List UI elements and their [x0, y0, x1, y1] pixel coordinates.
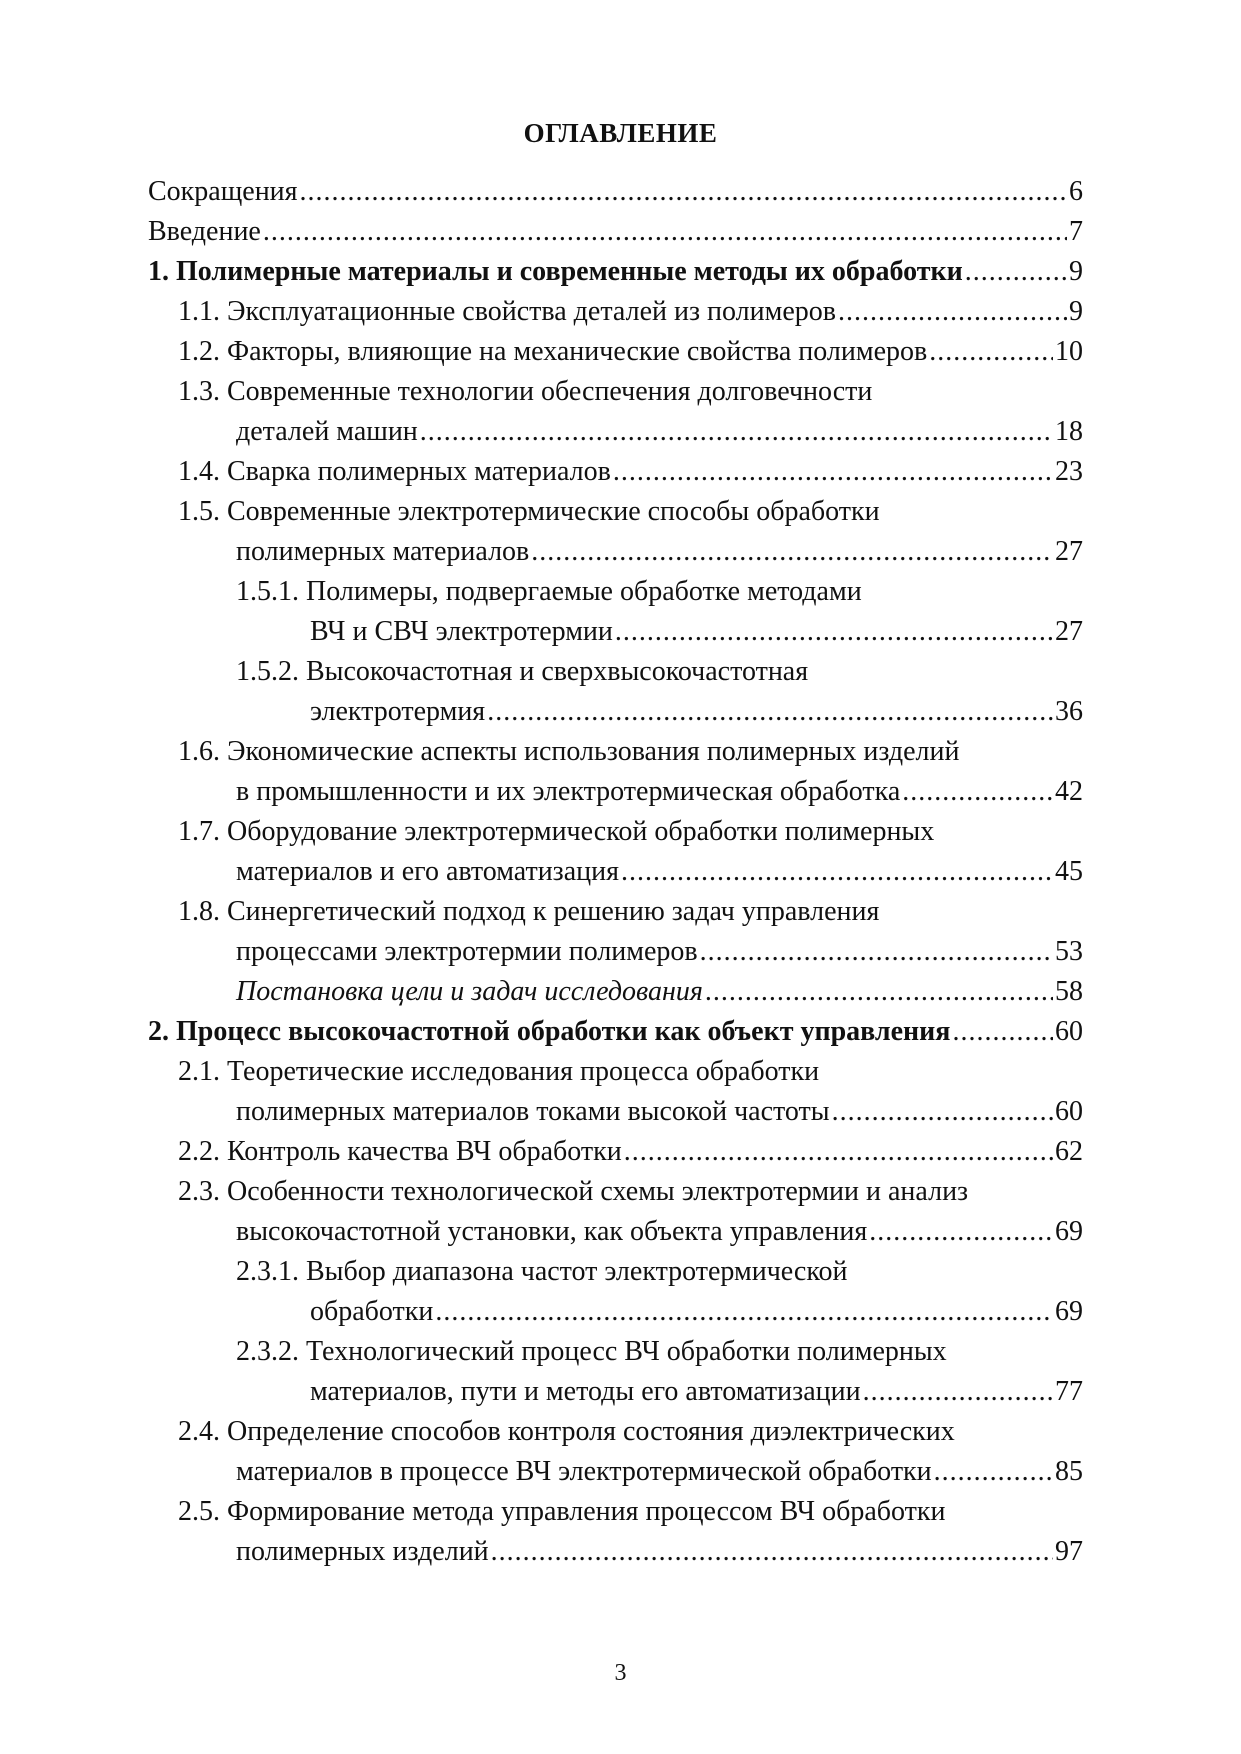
- toc-entry-page: 97: [1055, 1536, 1083, 1567]
- dot-leader: [420, 412, 1053, 452]
- toc-entry-page: 58: [1055, 976, 1083, 1007]
- dot-leader: [435, 1292, 1053, 1332]
- dot-leader: [965, 252, 1067, 292]
- toc-chapter-1[interactable]: [148, 252, 1083, 292]
- toc-entry-title: 1.7. Оборудование электротермической обработки полимерных: [178, 816, 935, 847]
- toc-entry-title: 1.5.1. Полимеры, подвергаемые обработке методами: [236, 576, 862, 607]
- toc-entry-title: 2.3. Особенности технологической схемы электротермии и анализ: [178, 1176, 969, 1207]
- table-of-contents: [148, 172, 1083, 1572]
- dot-leader: [491, 1532, 1053, 1572]
- toc-entry-page: 85: [1055, 1456, 1083, 1487]
- toc-entry-page: 45: [1055, 856, 1083, 887]
- toc-entry-title: 1. Полимерные материалы и современные методы их обработки: [148, 256, 963, 287]
- page-number: 3: [614, 1660, 627, 1686]
- toc-section-2-2[interactable]: [148, 1132, 1083, 1172]
- toc-chapter-2[interactable]: [148, 1012, 1083, 1052]
- toc-entry-page: 6: [1069, 176, 1083, 207]
- toc-entry-title: 2.3.1. Выбор диапазона частот электротермической: [236, 1256, 848, 1287]
- toc-entry-title: 1.1. Эксплуатационные свойства деталей из полимеров: [178, 296, 836, 327]
- toc-entry-page: 9: [1069, 256, 1083, 287]
- toc-entry-page: 27: [1055, 616, 1083, 647]
- dot-leader: [531, 532, 1053, 572]
- toc-entry-title: Сокращения: [148, 176, 298, 207]
- dot-leader: [624, 1132, 1053, 1172]
- toc-entry-title: обработки: [310, 1296, 434, 1327]
- dot-leader: [263, 212, 1067, 252]
- toc-section-1-7-cont[interactable]: [148, 852, 1083, 892]
- toc-subsection-2-3-1[interactable]: [148, 1252, 1083, 1292]
- toc-entry-page: 69: [1055, 1216, 1083, 1247]
- toc-entry-title: 2.4. Определение способов контроля состояния диэлектрических: [178, 1416, 955, 1447]
- toc-entry-title: 2.3.2. Технологический процесс ВЧ обработки полимерных: [236, 1336, 947, 1367]
- dot-leader: [487, 692, 1053, 732]
- toc-entry-research-goals[interactable]: [148, 972, 1083, 1012]
- toc-section-2-5[interactable]: [148, 1492, 1083, 1532]
- toc-entry-page: 42: [1055, 776, 1083, 807]
- toc-subsection-1-5-2-cont[interactable]: [148, 692, 1083, 732]
- toc-section-2-1-cont[interactable]: [148, 1092, 1083, 1132]
- toc-entry-page: 53: [1055, 936, 1083, 967]
- toc-entry-title: процессами электротермии полимеров: [236, 936, 698, 967]
- toc-entry-page: 77: [1055, 1376, 1083, 1407]
- dot-leader: [300, 172, 1067, 212]
- dot-leader: [832, 1092, 1053, 1132]
- toc-section-1-6-cont[interactable]: [148, 772, 1083, 812]
- toc-section-2-5-cont[interactable]: [148, 1532, 1083, 1572]
- toc-entry-page: 9: [1069, 296, 1083, 327]
- toc-entry-title: Введение: [148, 216, 261, 247]
- toc-entry-title: 1.2. Факторы, влияющие на механические свойства полимеров: [178, 336, 928, 367]
- dot-leader: [952, 1012, 1053, 1052]
- toc-entry-page: 60: [1055, 1096, 1083, 1127]
- toc-section-1-6[interactable]: [148, 732, 1083, 772]
- toc-entry-title: 1.8. Синергетический подход к решению задач управления: [178, 896, 880, 927]
- dot-leader: [700, 932, 1053, 972]
- toc-entry-page: 7: [1069, 216, 1083, 247]
- toc-subsection-2-3-1-cont[interactable]: [148, 1292, 1083, 1332]
- toc-section-2-3[interactable]: [148, 1172, 1083, 1212]
- toc-subsection-1-5-2[interactable]: [148, 652, 1083, 692]
- dot-leader: [902, 772, 1053, 812]
- toc-subsection-1-5-1-cont[interactable]: [148, 612, 1083, 652]
- toc-heading: ОГЛАВЛЕНИЕ: [523, 118, 718, 148]
- toc-entry-introduction[interactable]: [148, 212, 1083, 252]
- toc-section-1-4[interactable]: [148, 452, 1083, 492]
- toc-entry-title: 2.1. Теоретические исследования процесса обработки: [178, 1056, 820, 1087]
- dot-leader: [705, 972, 1053, 1012]
- toc-entry-page: 36: [1055, 696, 1083, 727]
- toc-entry-title: 1.3. Современные технологии обеспечения долговечности: [178, 376, 873, 407]
- toc-entry-page: 60: [1055, 1016, 1083, 1047]
- toc-entry-title: 2.5. Формирование метода управления процессом ВЧ обработки: [178, 1496, 946, 1527]
- toc-section-1-2[interactable]: [148, 332, 1083, 372]
- toc-entry-title: деталей машин: [236, 416, 418, 447]
- toc-entry-page: 27: [1055, 536, 1083, 567]
- toc-section-1-1[interactable]: [148, 292, 1083, 332]
- toc-entry-title: 1.5.2. Высокочастотная и сверхвысокочастотная: [236, 656, 809, 687]
- dot-leader: [621, 852, 1053, 892]
- toc-entry-title: 1.4. Сварка полимерных материалов: [178, 456, 611, 487]
- toc-entry-title: 1.5. Современные электротермические способы обработки: [178, 496, 880, 527]
- toc-entry-page: 69: [1055, 1296, 1083, 1327]
- toc-entry-title: высокочастотной установки, как объекта управления: [236, 1216, 868, 1247]
- toc-entry-page: 23: [1055, 456, 1083, 487]
- toc-entry-title: в промышленности и их электротермическая обработка: [236, 776, 901, 807]
- dot-leader: [615, 612, 1053, 652]
- toc-entry-title: 2. Процесс высокочастотной обработки как объект управления: [148, 1016, 951, 1047]
- toc-section-2-3-cont[interactable]: [148, 1212, 1083, 1252]
- dot-leader: [838, 292, 1067, 332]
- toc-subsection-1-5-1[interactable]: [148, 572, 1083, 612]
- toc-section-1-3[interactable]: [148, 372, 1083, 412]
- toc-entry-title: полимерных материалов: [236, 536, 530, 567]
- dot-leader: [934, 1452, 1053, 1492]
- toc-entry-title: 1.6. Экономические аспекты использования полимерных изделий: [178, 736, 960, 767]
- toc-entry-title: полимерных материалов токами высокой частоты: [236, 1096, 830, 1127]
- toc-entry-title: ВЧ и СВЧ электротермии: [310, 616, 613, 647]
- toc-entry-title: 2.2. Контроль качества ВЧ обработки: [178, 1136, 622, 1167]
- toc-entry-page: 10: [1055, 336, 1083, 367]
- toc-entry-title: материалов в процессе ВЧ электротермической обработки: [236, 1456, 932, 1487]
- toc-entry-title: материалов, пути и методы его автоматизации: [310, 1376, 861, 1407]
- toc-entry-title: Постановка цели и задач исследования: [236, 976, 703, 1007]
- toc-section-1-3-cont[interactable]: [148, 412, 1083, 452]
- toc-subsection-2-3-2[interactable]: [148, 1332, 1083, 1372]
- toc-section-2-1[interactable]: [148, 1052, 1083, 1092]
- toc-section-1-5[interactable]: [148, 492, 1083, 532]
- toc-entry-page: 62: [1055, 1136, 1083, 1167]
- toc-section-1-8-cont[interactable]: [148, 932, 1083, 972]
- toc-section-2-4-cont[interactable]: [148, 1452, 1083, 1492]
- toc-section-1-8[interactable]: [148, 892, 1083, 932]
- toc-section-1-7[interactable]: [148, 812, 1083, 852]
- toc-section-1-5-cont[interactable]: [148, 532, 1083, 572]
- toc-entry-page: 18: [1055, 416, 1083, 447]
- dot-leader: [613, 452, 1053, 492]
- toc-entry-title: электротермия: [310, 696, 486, 727]
- toc-section-2-4[interactable]: [148, 1412, 1083, 1452]
- toc-entry-title: полимерных изделий: [236, 1536, 489, 1567]
- dot-leader: [929, 332, 1053, 372]
- toc-entry-title: материалов и его автоматизация: [236, 856, 620, 887]
- toc-subsection-2-3-2-cont[interactable]: [148, 1372, 1083, 1412]
- toc-entry-abbreviations[interactable]: [148, 172, 1083, 212]
- dot-leader: [863, 1372, 1053, 1412]
- dot-leader: [869, 1212, 1053, 1252]
